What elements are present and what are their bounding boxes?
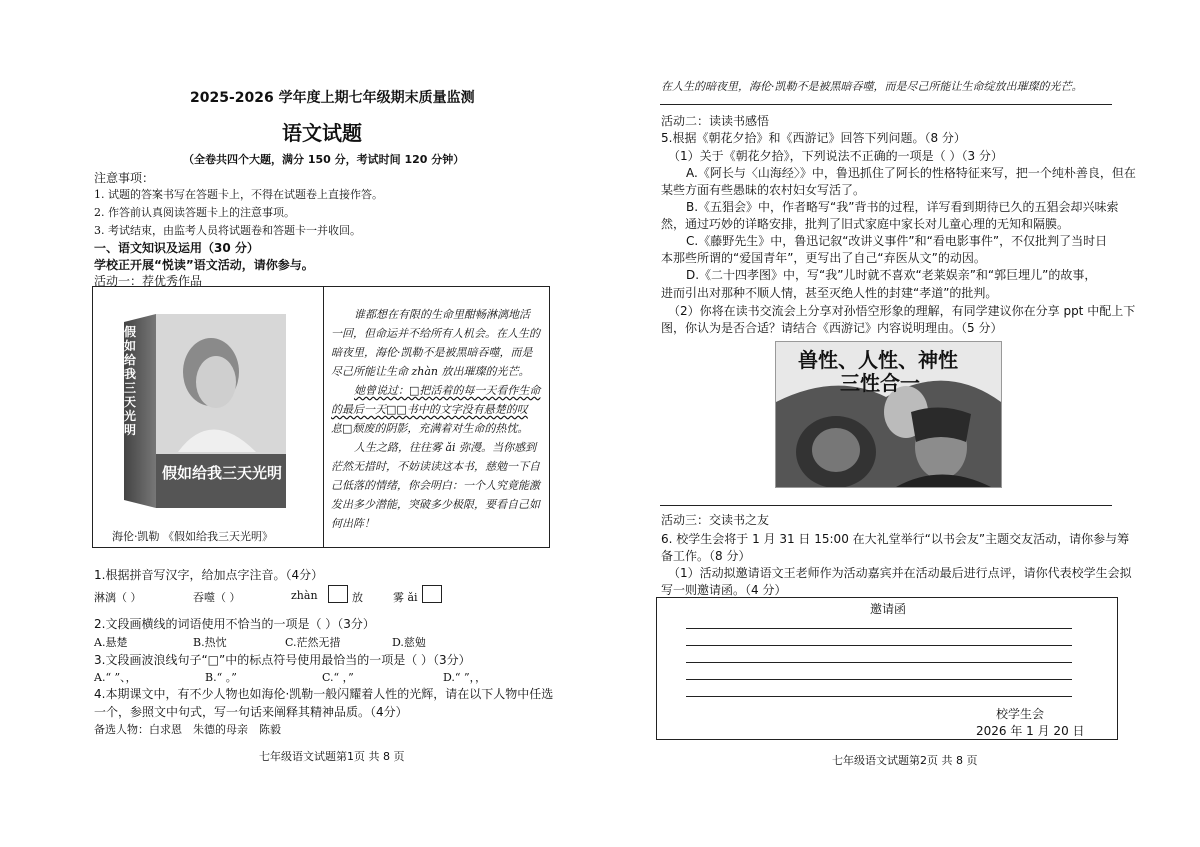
q5-option-d-line2: 进而引出对那种不顺人情，甚至灭绝人性的封建“孝道”的批判。 [661, 286, 998, 300]
q4-text: 4.本期课文中，有不少人物也如海伦·凯勒一般闪耀着人性的光辉，请在以下人物中任选 [94, 687, 554, 701]
invitation-signature: 校学生会 [996, 707, 1045, 721]
passage-line-11: 发出多少潜能，突破多少极限，要看自己如 [331, 498, 540, 511]
invitation-box [656, 597, 1118, 740]
q3-option-b: B.“ 。” [205, 671, 237, 684]
passage-line-8: 人生之路，往往雾 ǎi 弥漫。当你感到 [354, 441, 537, 454]
q5-2-text-line2: 图，你认为是否合适？请结合《西游记》内容说明理由。（5 分） [661, 321, 1003, 335]
q3-option-c: C.“ ，” [322, 671, 354, 684]
top-line: 在人生的暗夜里，海伦·凯勒不是被黑暗吞噬，而是尽己所能让生命绽放出璀璨的光芒。 [661, 80, 1083, 93]
passage-line-1: 谁都想在有限的生命里酣畅淋漓地活 [354, 308, 530, 321]
passage-line-7: 息□颓废的阴影，充满着对生命的热忱。 [331, 422, 529, 435]
note-1: 1. 试题的答案书写在答题卡上，不得在试题卷上直接作答。 [94, 188, 383, 201]
activity2-title: 活动二：读读书感悟 [661, 114, 770, 128]
passage-line-6: 的最后一天□□书中的文字没有悬楚的叹 [331, 403, 528, 416]
q1-blank-zhan[interactable] [328, 585, 348, 603]
q1-item-2: 吞噬（ ） [193, 591, 241, 604]
q3-option-d: D.“ ”，， [443, 671, 487, 684]
book-cover-title: 假如给我三天光明 [162, 464, 283, 482]
poster-line-2: 三性合一 [840, 371, 920, 395]
q2-option-b: B.热忱 [193, 636, 227, 649]
answer-line-2[interactable] [686, 645, 1072, 646]
q5-option-c-line1: C.《藤野先生》中，鲁迅记叙“改讲义事件”和“看电影事件”，不仅批判了当时日 [686, 234, 1108, 248]
exam-subtitle: （全卷共四个大题，满分 150 分，考试时间 120 分钟） [183, 153, 465, 166]
intro-text: 学校正开展“悦读”语文活动，请你参与。 [94, 258, 314, 272]
book-caption: 海伦·凯勒 《假如给我三天光明》 [112, 530, 273, 543]
reading-box-divider [323, 287, 324, 547]
activity3-title: 活动三：交读书之友 [661, 513, 770, 527]
exam-title: 2025-2026 学年度上期七年级期末质量监测 [190, 90, 475, 106]
q3-text: 3.文段画波浪线句子“□”中的标点符号使用最恰当的一项是（ ）（3分） [94, 653, 471, 667]
notes-title: 注意事项： [94, 171, 155, 185]
q5-option-d-line1: D.《二十四孝图》中，写“我”儿时就不喜欢“老莱娱亲”和“郭巨埋儿”的故事， [686, 268, 1097, 282]
invitation-date: 2026 年 1 月 20 日 [976, 724, 1085, 738]
passage-line-3: 暗夜里，海伦·凯勒不是被黑暗吞噬，而是 [331, 346, 533, 359]
q2-text: 2.文段画横线的词语使用不恰当的一项是（ ）（3分） [94, 617, 375, 631]
q6-text-line2: 备工作。（8 分） [661, 549, 751, 563]
book-spine-title: 假如给我三天光明 [124, 325, 137, 437]
divider-line-2 [660, 505, 1112, 506]
passage-line-2: 一回，但命运并不给所有人机会。在人生的 [331, 327, 540, 340]
q1-blank-ai[interactable] [422, 585, 442, 603]
section1-title: 一、语文知识及运用（30 分） [94, 241, 259, 255]
right-page-footer: 七年级语文试题第2页 共 8 页 [832, 754, 978, 767]
q5-option-c-line2: 本那些所谓的“爱国青年”，更写出了自己“弃医从文”的动因。 [661, 251, 986, 265]
divider-line-1 [660, 104, 1112, 105]
q1-text: 1.根据拼音写汉字，给加点字注音。（4分） [94, 568, 324, 582]
passage-line-9: 茫然无措时，不妨读读这本书，慈勉一下自 [331, 460, 540, 473]
poster-line-1: 兽性、人性、神性 [798, 348, 958, 372]
activity1-title: 活动一：荐优秀作品 [94, 274, 203, 288]
passage-line-12: 何出阵！ [331, 517, 375, 530]
note-2: 2. 作答前认真阅读答题卡上的注意事项。 [94, 206, 295, 219]
q5-option-b-line1: B.《五猖会》中，作者略写“我”背书的过程，详写看到期待已久的五猖会却兴味索 [686, 200, 1119, 214]
q1-item-4: 放 [352, 591, 363, 604]
left-page-footer: 七年级语文试题第1页 共 8 页 [259, 750, 405, 763]
q2-option-c: C.茫然无措 [285, 636, 341, 649]
q1-item-1: 淋漓（ ） [94, 591, 142, 604]
answer-line-4[interactable] [686, 679, 1072, 680]
q4-candidates: 备选人物：白求恩 朱德的母亲 陈毅 [94, 723, 281, 736]
q2-option-d: D.慈勉 [392, 636, 426, 649]
q5-option-a-line2: 某些方面有些愚昧的农村妇女写活了。 [661, 183, 866, 197]
q5-2-text-line1: （2）你将在读书交流会上分享对孙悟空形象的理解，有同学建议你在分享 ppt 中配上下 [668, 304, 1136, 318]
q2-option-a: A.悬楚 [94, 636, 128, 649]
q5-option-a-line1: A.《阿长与〈山海经〉》中，鲁迅抓住了阿长的性格特征来写，把一个纯朴善良，但在 [686, 166, 1136, 180]
q5-1-text: （1）关于《朝花夕拾》，下列说法不正确的一项是（ ）（3 分） [668, 149, 1003, 163]
q1-item-3: zhàn [291, 589, 318, 602]
q1-item-5: 雾 ǎi [393, 591, 418, 604]
note-3: 3. 考试结束，由监考人员将试题卷和答题卡一并收回。 [94, 224, 361, 237]
passage-line-4: 尽己所能让生命 zhàn 放出璀璨的光芒。 [331, 365, 530, 378]
passage-line-10: 己低落的情绪，你会明白：一个人究竟能激 [331, 479, 540, 492]
answer-line-3[interactable] [686, 662, 1072, 663]
q6-text-line1: 6. 校学生会将于 1 月 31 日 15:00 在大礼堂举行“以书会友”主题交友活动，请你参与筹 [661, 532, 1130, 546]
q5-option-b-line2: 然，通过巧妙的详略安排，批判了旧式家庭中家长对儿童心理的无知和隔膜。 [661, 217, 1070, 231]
q6-1-text-line1: （1）活动拟邀请语文王老师作为活动嘉宾并在活动最后进行点评，请你代表校学生会拟 [668, 566, 1132, 580]
invitation-title: 邀请函 [870, 602, 907, 616]
poster-image [775, 341, 1002, 488]
passage-line-5: 她曾说过：□把活着的每一天看作生命 [354, 384, 541, 397]
q5-text: 5.根据《朝花夕拾》和《西游记》回答下列问题。（8 分） [661, 131, 966, 145]
q6-1-text-line2: 写一则邀请函。（4 分） [661, 583, 787, 597]
answer-line-5[interactable] [686, 696, 1072, 697]
subject-title: 语文试题 [282, 121, 362, 145]
q3-option-a: A.“ ”、， [94, 671, 137, 684]
answer-line-1[interactable] [686, 628, 1072, 629]
q4-text-line2: 一个，参照文中句式，写一句话来阐释其精神品质。（4分） [94, 705, 408, 719]
